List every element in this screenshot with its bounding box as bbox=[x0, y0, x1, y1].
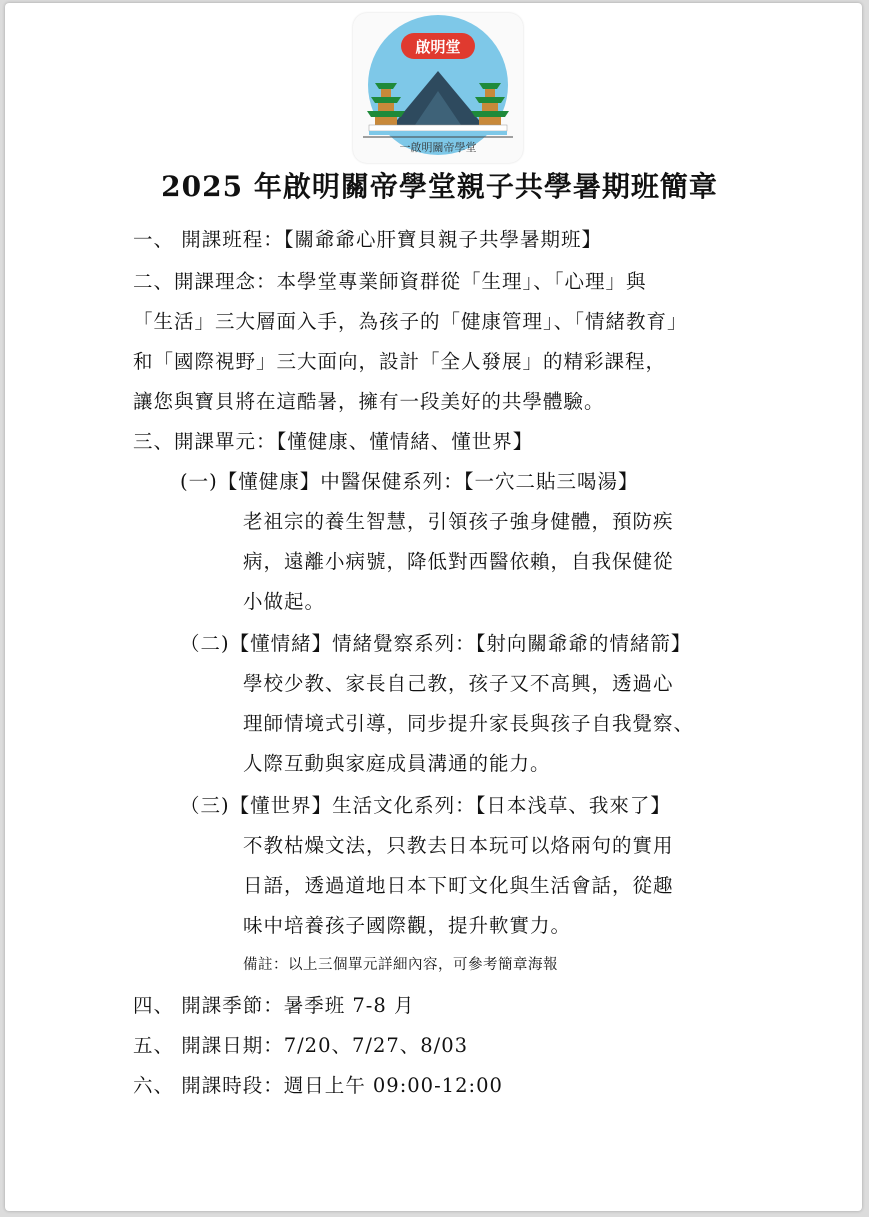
section-class-name: 一、 開課班程：【關爺爺心肝寶貝親子共學暑期班】 bbox=[133, 228, 602, 251]
section-time: 六、 開課時段：週日上午 09:00-12:00 bbox=[133, 1074, 503, 1097]
unit-emotion-desc-line-1: 學校少教、家長自己教，孩子又不高興，透過心 bbox=[243, 672, 674, 695]
section-philosophy-line-1: 二、開課理念：本學堂專業師資群從「生理」、「心理」與 bbox=[133, 270, 647, 293]
section-dates: 五、 開課日期：7/20、7/27、8/03 bbox=[133, 1034, 469, 1057]
section-philosophy-line-3: 和「國際視野」三大面向，設計「全人發展」的精彩課程， bbox=[133, 350, 667, 373]
unit-world-desc-line-3: 味中培養孩子國際觀，提升軟實力。 bbox=[243, 914, 572, 937]
remark-note: 備註：以上三個單元詳細內容，可參考簡章海報 bbox=[243, 957, 558, 973]
unit-health-desc-line-2: 病，遠離小病號，降低對西醫依賴，自我保健從 bbox=[243, 550, 674, 573]
unit-world-desc-line-2: 日語，透過道地日本下町文化與生活會話，從趣 bbox=[243, 874, 674, 897]
unit-world-heading: （三)【懂世界】生活文化系列：【日本浅草、我來了】 bbox=[180, 794, 671, 817]
unit-emotion-desc-line-3: 人際互動與家庭成員溝通的能力。 bbox=[243, 752, 551, 775]
unit-health-desc-line-3: 小做起。 bbox=[243, 590, 326, 613]
school-logo bbox=[353, 13, 523, 163]
temple-logo-icon bbox=[353, 13, 523, 163]
unit-world-desc-line-1: 不教枯燥文法，只教去日本玩可以烙兩句的實用 bbox=[243, 834, 674, 857]
unit-emotion-desc-line-2: 理師情境式引導，同步提升家長與孩子自我覺察、 bbox=[243, 712, 695, 735]
logo-name-text: 啟明堂 bbox=[415, 38, 461, 56]
section-season: 四、 開課季節：暑季班 7-8 月 bbox=[133, 994, 415, 1017]
logo-footer-text: 一啟明關帝學堂 bbox=[399, 141, 477, 154]
unit-health-desc-line-1: 老祖宗的養生智慧，引領孩子強身健體，預防疾 bbox=[243, 510, 674, 533]
unit-emotion-heading: （二)【懂情緒】情緒覺察系列：【射向關爺爺的情緒箭】 bbox=[180, 632, 692, 655]
section-philosophy-line-4: 讓您與寶貝將在這酷暑，擁有一段美好的共學體驗。 bbox=[133, 390, 605, 413]
page-title: 2025 年啟明關帝學堂親子共學暑期班簡章 bbox=[161, 170, 718, 203]
document-page bbox=[5, 3, 862, 1211]
section-philosophy-line-2: 「生活」三大層面入手，為孩子的「健康管理」、「情緒教育」 bbox=[133, 310, 688, 333]
section-units: 三、開課單元：【懂健康、懂情緒、懂世界】 bbox=[133, 430, 534, 453]
unit-health-heading: (一)【懂健康】中醫保健系列：【一穴二貼三喝湯】 bbox=[180, 470, 639, 493]
